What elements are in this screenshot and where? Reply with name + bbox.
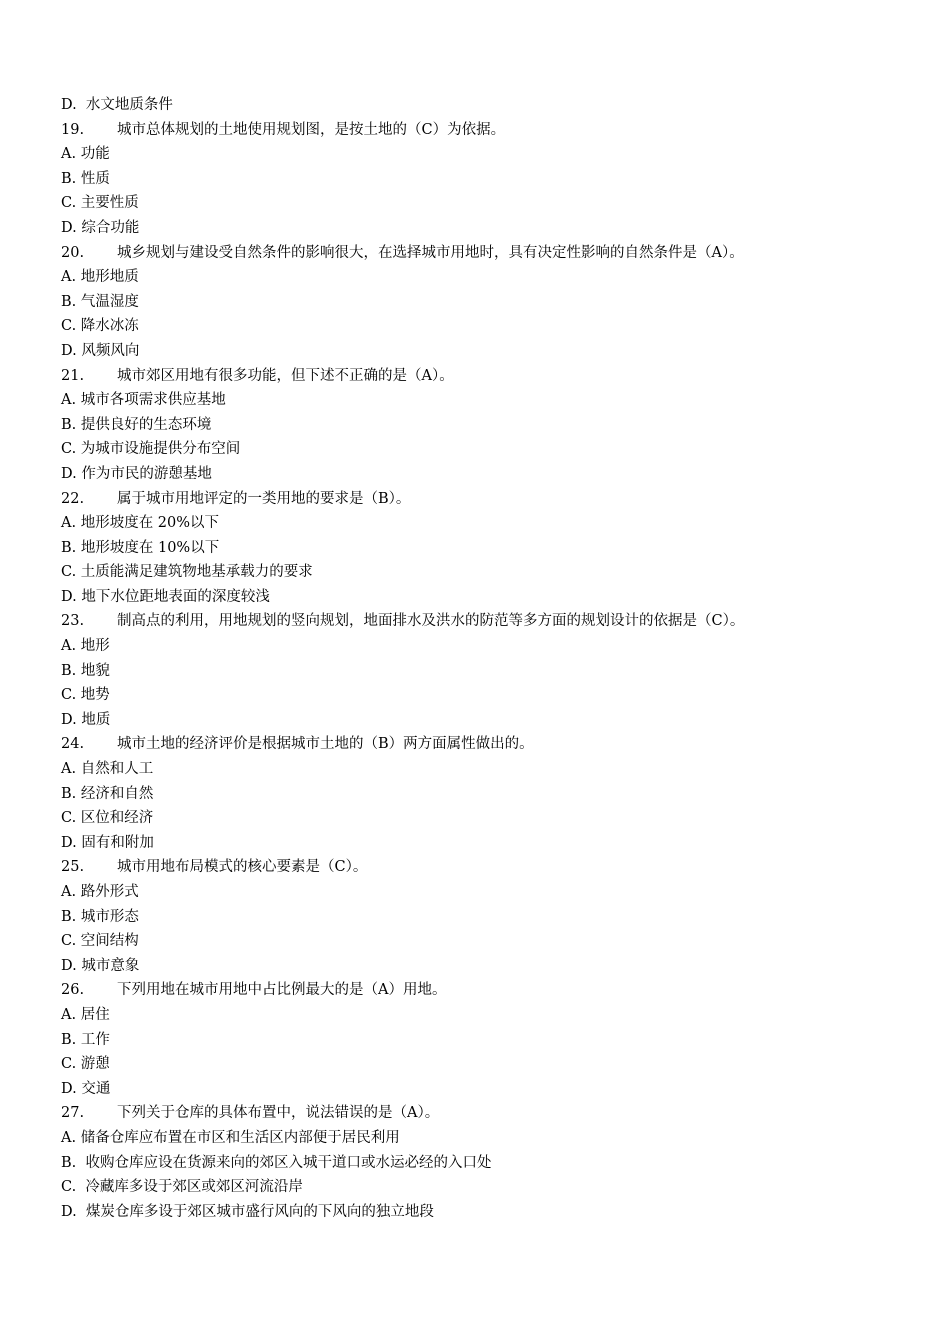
option-line: B. 地形坡度在 10%以下 — [61, 539, 220, 556]
option-line: C. 地势 — [61, 687, 110, 704]
question-number: 25. — [61, 859, 85, 876]
question-line — [61, 118, 901, 143]
question-number: 19. — [61, 121, 85, 138]
option-line: A. 地形地质 — [61, 269, 139, 286]
question-line — [61, 364, 901, 389]
question-text: 属于城市用地评定的一类用地的要求是（B）。 — [117, 490, 411, 507]
option-line: C. 土质能满足建筑物地基承载力的要求 — [61, 564, 313, 581]
option-line: A. 地形坡度在 20%以下 — [61, 515, 220, 532]
option-line: C. 冷藏库多设于郊区或郊区河流沿岸 — [61, 1179, 303, 1196]
option-line: C. 降水冰冻 — [61, 318, 139, 335]
question-text: 下列用地在城市用地中占比例最大的是（A）用地。 — [117, 982, 447, 999]
option-line: D. 固有和附加 — [61, 834, 154, 851]
question-line — [61, 978, 901, 1003]
question-text: 城市郊区用地有很多功能，但下述不正确的是（A）。 — [117, 367, 454, 384]
question-line — [61, 487, 901, 512]
question-line — [61, 609, 901, 634]
document-body — [61, 93, 901, 1224]
option-line: C. 为城市设施提供分布空间 — [61, 441, 241, 458]
option-line: C. 游憩 — [61, 1056, 110, 1073]
option-line: C. 主要性质 — [61, 195, 139, 212]
question-line — [61, 855, 901, 880]
question-text: 城市用地布局模式的核心要素是（C）。 — [117, 859, 368, 876]
option-line: D. 地下水位距地表面的深度较浅 — [61, 588, 270, 605]
option-line: D. 水文地质条件 — [61, 97, 173, 113]
option-line: B. 城市形态 — [61, 908, 139, 925]
question-line — [61, 1101, 901, 1126]
option-line: A. 居住 — [61, 1006, 110, 1023]
option-line: B. 经济和自然 — [61, 785, 154, 802]
option-line: D. 城市意象 — [61, 957, 140, 974]
option-line: B. 气温湿度 — [61, 293, 139, 310]
question-text: 下列关于仓库的具体布置中，说法错误的是（A）。 — [117, 1105, 440, 1122]
option-line: A. 路外形式 — [61, 884, 139, 900]
option-line: D. 作为市民的游憩基地 — [61, 465, 212, 482]
question-number: 21. — [61, 367, 85, 384]
question-number: 24. — [61, 736, 85, 753]
question-line — [61, 241, 901, 266]
option-line: C. 区位和经济 — [61, 810, 154, 827]
option-line: A. 地形 — [61, 638, 110, 655]
question-text: 城乡规划与建设受自然条件的影响很大，在选择城市用地时，具有决定性影响的自然条件是（A）。 — [117, 244, 744, 261]
question-text: 城市总体规划的土地使用规划图，是按土地的（C）为依据。 — [117, 121, 506, 138]
option-line: B. 地貌 — [61, 662, 110, 679]
option-line: D. 交通 — [61, 1080, 111, 1097]
question-number: 22. — [61, 490, 85, 507]
question-number: 20. — [61, 244, 85, 261]
option-line: D. 煤炭仓库多设于郊区城市盛行风向的下风向的独立地段 — [61, 1203, 434, 1220]
question-line — [61, 732, 901, 757]
option-line: D. 综合功能 — [61, 219, 140, 236]
question-number: 26. — [61, 982, 85, 999]
question-number: 23. — [61, 613, 85, 630]
option-line: D. 地质 — [61, 711, 111, 728]
option-line: D. 风频风向 — [61, 342, 140, 359]
option-line: B. 性质 — [61, 170, 110, 187]
option-line: A. 城市各项需求供应基地 — [61, 392, 226, 409]
option-line: A. 功能 — [61, 146, 110, 163]
option-line: B. 收购仓库应设在货源来向的郊区入城干道口或水运必经的入口处 — [61, 1154, 492, 1171]
option-line: A. 自然和人工 — [61, 761, 154, 778]
option-line: A. 储备仓库应布置在市区和生活区内部便于居民利用 — [61, 1129, 400, 1146]
question-text: 制高点的利用，用地规划的竖向规划，地面排水及洪水的防范等多方面的规划设计的依据是（C）。 — [117, 613, 745, 630]
question-number: 27. — [61, 1105, 85, 1122]
option-line: B. 提供良好的生态环境 — [61, 416, 212, 433]
question-text: 城市土地的经济评价是根据城市土地的（B）两方面属性做出的。 — [117, 736, 534, 753]
option-line: C. 空间结构 — [61, 933, 139, 950]
option-line: B. 工作 — [61, 1031, 110, 1048]
